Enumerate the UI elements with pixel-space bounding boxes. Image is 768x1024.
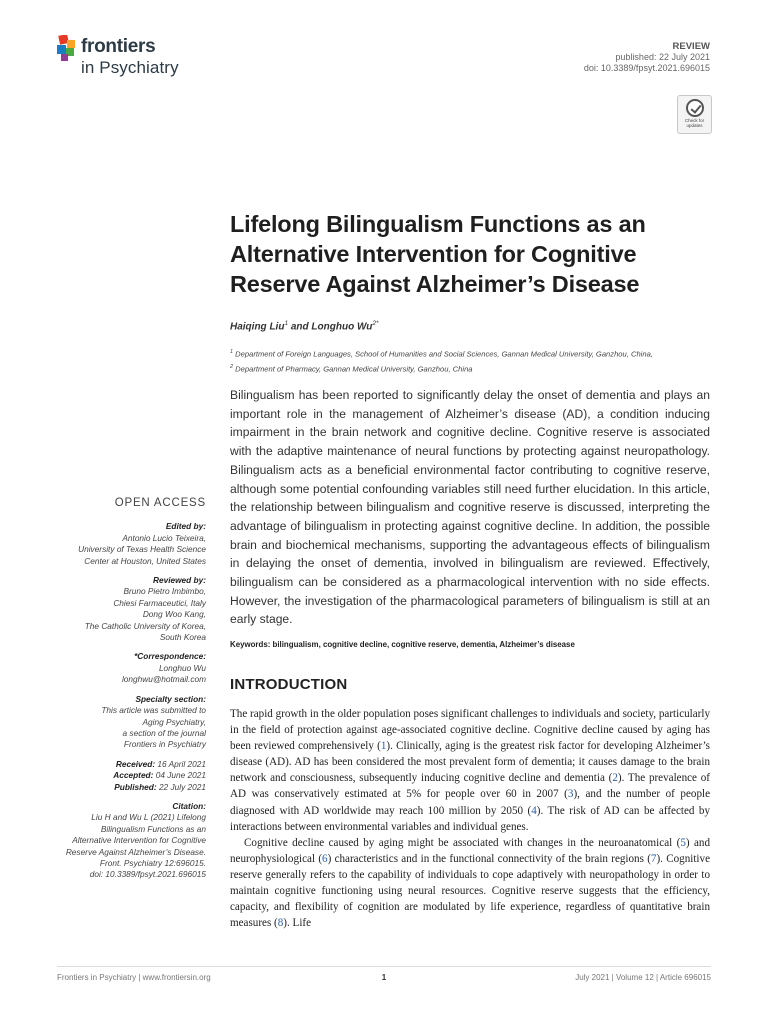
affiliation-sup: 1: [230, 349, 234, 355]
affiliations: [230, 346, 730, 375]
citation-line: Liu H and Wu L (2021) Lifelong: [91, 812, 206, 823]
keywords-label: Keywords:: [230, 640, 271, 649]
edited-by-label: Edited by:: [165, 521, 206, 532]
accepted-value: 04 June 2021: [153, 770, 206, 781]
editor-line[interactable]: Antonio Lucio Teixeira,: [122, 532, 206, 543]
section-heading-introduction: INTRODUCTION: [230, 676, 348, 693]
keywords-list: bilingualism, cognitive decline, cognitive reserve, dementia, Alzheimer’s disease: [270, 640, 575, 649]
citation-line: Alternative Intervention for Cognitive: [72, 835, 206, 846]
affiliation-text: Department of Pharmacy, Gannan Medical University, Ganzhou, China: [233, 364, 473, 374]
citation-line: Front. Psychiatry 12:696015.: [99, 857, 206, 868]
article-title: Lifelong Bilingualism Functions as an Alternative Intervention for Cognitive Reserve Against Alzheimer’s Disease: [230, 211, 646, 297]
footer-journal-link[interactable]: Frontiers in Psychiatry | www.frontiersin.org: [57, 973, 211, 982]
keywords: [230, 640, 720, 649]
citation-link[interactable]: 8: [277, 917, 284, 930]
journal-name: in Psychiatry: [81, 58, 179, 77]
paragraph: [230, 835, 710, 932]
reviewer-line: Chiesi Farmaceutici, Italy: [113, 597, 206, 608]
open-access-label: OPEN ACCESS: [114, 497, 206, 509]
received-label: Received:: [115, 758, 156, 769]
specialty-line: Frontiers in Psychiatry: [123, 739, 206, 750]
brand-name: frontiers: [81, 36, 156, 57]
text-run: ). The risk of AD can be affected by interactions between environmental variables and individual genes.: [230, 804, 710, 833]
published-value: 22 July 2021: [156, 781, 206, 792]
specialty-line: Aging Psychiatry,: [142, 716, 206, 727]
citation-link[interactable]: 2: [612, 772, 618, 785]
article-meta: [584, 41, 710, 74]
correspondence-email[interactable]: longhwu@hotmail.com: [121, 674, 206, 685]
published-date-sidebar: [16, 782, 206, 793]
reviewer-line: The Catholic University of Korea,: [84, 620, 206, 631]
abstract: Bilingualism has been reported to significantly delay the onset of dementia and plays an important role in the management of Alzheimer’s disease (AD), a condition inducing impairment in the brain network and cognitive decline. Cognitive reserve is associated with the adaptive maintenance of neural functions by protecting against neuropathology. Bilingualism acts as a beneficial environmental factor contributing to cognitive reserve, although some potential confounding variables still need further elucidation. In this article, the relationship between bilingualism and cognitive reserve is discussed, interpreting the advantage of bilingualism in protecting against cognitive decline. In addition, the possible brain and biochemical mechanisms, supporting the advantageous effects of bilingualism in delaying the onset of dementia, involved in bilingualism are reviewed. Effectively, bilingualism can be considered as a pharmacological intervention with no side effects. However, the investigation of the pharmacological parameters of bilingualism is still at an early stage.: [230, 388, 710, 627]
reviewer-line[interactable]: Dong Woo Kang,: [142, 609, 206, 620]
citation-link[interactable]: 4: [531, 804, 537, 817]
specialty-line: This article was submitted to: [101, 705, 206, 716]
author-name[interactable]: Haiqing Liu: [230, 321, 285, 333]
text-run: ). Life: [283, 917, 312, 930]
citation-label: Citation:: [172, 800, 206, 811]
introduction-body: [230, 706, 710, 931]
accepted-date: [16, 770, 206, 781]
author-joiner: and: [288, 321, 312, 333]
page-footer: [57, 966, 711, 982]
correspondence-name: Longhuo Wu: [158, 662, 206, 673]
correspondence-label: *Correspondence:: [134, 651, 206, 662]
text-run: ). The prevalence of AD was conservatively estimated at 5% for people over 60 in 2007 (: [230, 772, 710, 801]
article-info-sidebar: [16, 498, 206, 881]
text-run: The rapid growth in the older population poses significant challenges to individuals and society, particularly in the field of protection against age-associated cognitive decline. Cognitive decline caused by aging has been reviewed comprehensively (: [230, 708, 710, 753]
specialty-line: a section of the journal: [122, 727, 206, 738]
text-run: Cognitive decline caused by aging might be associated with changes in the neuroanatomical (: [244, 836, 681, 849]
check-updates-label: Check for updates: [684, 118, 705, 128]
paragraph: [230, 706, 710, 835]
affiliation-item: [230, 361, 730, 376]
frontiers-logo-icon: [57, 35, 79, 63]
editor-line: Center at Houston, United States: [84, 555, 206, 566]
reviewer-line: South Korea: [159, 632, 206, 643]
text-run: ), and the number of people diagnosed with AD worldwide may reach 100 million by 2050 (: [230, 788, 711, 817]
citation-link[interactable]: 5: [680, 836, 686, 849]
reviewed-by-label: Reviewed by:: [152, 575, 206, 586]
author-name[interactable]: Longhuo Wu: [311, 321, 373, 333]
citation-link[interactable]: 1: [380, 740, 387, 753]
article-doi[interactable]: doi: 10.3389/fpsyt.2021.696015: [583, 63, 710, 73]
citation-link[interactable]: 6: [322, 852, 328, 865]
citation-line: Reserve Against Alzheimer’s Disease.: [65, 846, 206, 857]
citation-link[interactable]: 7: [650, 852, 657, 865]
received-date: [16, 759, 206, 770]
editor-line: University of Texas Health Science: [78, 544, 206, 555]
text-run: ). Clinically, aging is the greatest risk factor for developing Alzheimer’s disease (AD). AD has been considered the most prevalent form of dementia; it causes damage to the brain network and consciousness, subsequently inducing cognitive decline and dementia (: [230, 740, 710, 785]
text-run: ) characteristics and in the functional connectivity of the brain regions (: [327, 852, 651, 865]
text-run: ). Cognitive reserve generally refers to the capability of individuals to cope adaptively with neuropathology in order to maintain cognitive functioning using neural resources. Cognitive reserve suggests that the efficiency, capacity, and flexibility of cognition are modulated by life experience, regardless of quantitative brain measures (: [230, 852, 710, 930]
reviewer-line[interactable]: Bruno Pietro Imbimbo,: [123, 586, 206, 597]
citation-line[interactable]: doi: 10.3389/fpsyt.2021.696015: [89, 869, 206, 880]
specialty-section-label: Specialty section:: [135, 693, 206, 704]
published-label: Published:: [114, 781, 157, 792]
text-run: ) and neurophysiological (: [230, 836, 710, 865]
accepted-label: Accepted:: [113, 770, 154, 781]
article-type: REVIEW: [672, 41, 710, 52]
affiliation-item: [230, 346, 730, 361]
footer-issue-info: July 2021 | Volume 12 | Article 696015: [575, 973, 711, 982]
citation-link[interactable]: 3: [567, 788, 574, 801]
citation-line: Bilingualism Functions as an: [100, 823, 206, 834]
check-for-updates-badge[interactable]: [677, 95, 712, 134]
check-updates-icon: [686, 99, 704, 117]
published-date: published: 22 July 2021: [615, 52, 710, 62]
affiliation-sup: 2: [230, 363, 234, 370]
received-value: 16 April 2021: [155, 758, 206, 769]
author-list: [230, 320, 378, 332]
page-number: 1: [381, 973, 387, 982]
author-affil-sup: 2*: [372, 320, 379, 327]
author-affil-sup: 1: [284, 320, 289, 327]
journal-logo[interactable]: [57, 33, 207, 81]
affiliation-text: Department of Foreign Languages, School of Humanities and Social Sciences, Gannan Medical University, Ganzhou, China,: [233, 349, 653, 359]
